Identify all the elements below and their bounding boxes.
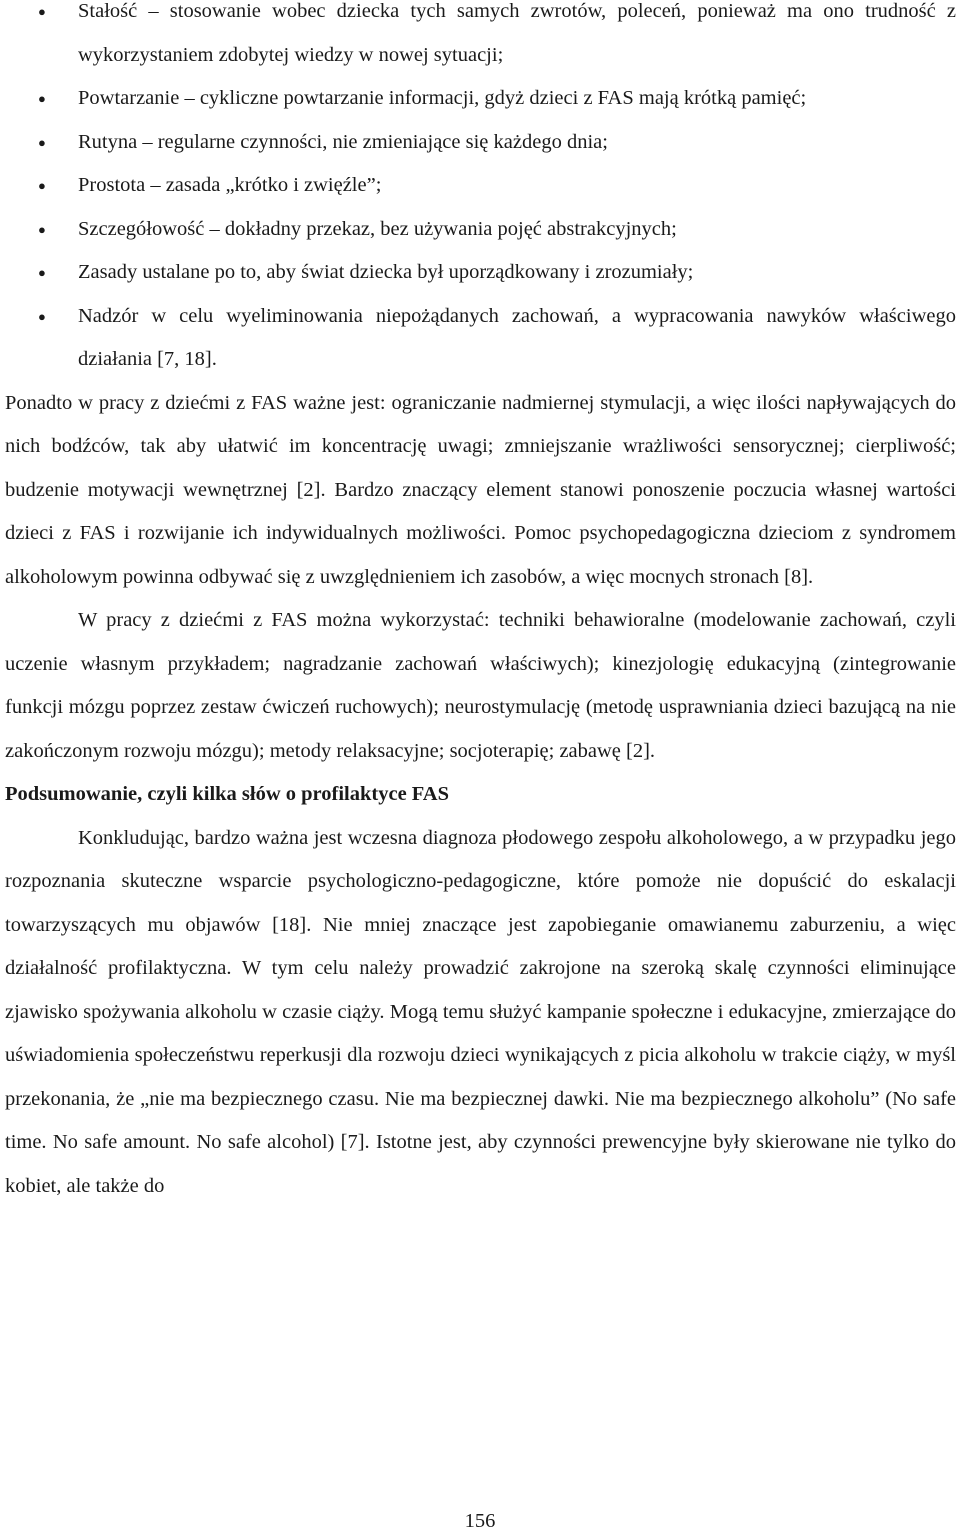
- list-item: ● Powtarzanie – cykliczne powtarzanie informacji, gdyż dzieci z FAS mają krótką pamięć;: [5, 77, 956, 121]
- paragraph-summary: Konkludując, bardzo ważna jest wczesna diagnoza płodowego zespołu alkoholowego, a w przypadku jego rozpoznania skuteczne wsparcie psychologiczno-pedagogiczne, które pomoże nie dopuścić do eskalacji towarzyszących mu objawów [18]. Nie mniej znaczące jest zapobieganie omawianemu zaburzeniu, a więc działalność profilaktyczna. W tym celu należy prowadzić zakrojone na szeroką skalę czynności eliminujące zjawisko spożywania alkoholu w czasie ciąży. Mogą temu służyć kampanie społeczne i edukacyjne, zmierzające do uświadomienia społeczeństwu reperkusji dla rozwoju dzieci wynikających z picia alkoholu w trakcie ciąży, w myśl przekonania, że „nie ma bezpiecznego czasu. Nie ma bezpiecznej dawki. Nie ma bezpiecznego alkoholu” (No safe time. No safe amount. No safe alcohol) [7]. Istotne jest, aby czynności prewencyjne były skierowane nie tylko do kobiet, ale także do: [5, 826, 956, 1197]
- list-item: ● Prostota – zasada „krótko i zwięźle”;: [5, 164, 956, 208]
- document-page: [5, 0, 956, 1208]
- list-item: ● Zasady ustalane po to, aby świat dziecka był uporządkowany i zrozumiały;: [5, 251, 956, 295]
- bullet-icon: ●: [38, 308, 46, 324]
- section-heading: Podsumowanie, czyli kilka słów o profilaktyce FAS: [5, 783, 449, 805]
- list-item: ● Rutyna – regularne czynności, nie zmieniające się każdego dnia;: [5, 121, 956, 165]
- bullet-icon: ●: [38, 178, 46, 193]
- bullet-icon: ●: [38, 221, 46, 237]
- bullet-icon: ●: [38, 4, 46, 19]
- paragraph-techniques: W pracy z dziećmi z FAS można wykorzystać: techniki behawioralne (modelowanie zachowań, czyli uczenie własnym przykładem; nagradzanie zachowań właściwych); kinezjologię edukacyjną (zintegrowanie funkcji mózgu poprzez zestaw ćwiczeń ruchowych); neurostymulację (metodę usprawniania dzieci bazującą na nie zakończonym rozwoju mózgu); metody relaksacyjne; socjoterapię; zabawę [2].: [5, 609, 956, 762]
- guidelines-list: [5, 0, 956, 382]
- bullet-icon: ●: [38, 91, 46, 106]
- bullet-icon: ●: [38, 265, 46, 280]
- paragraph-stimulation: Ponadto w pracy z dziećmi z FAS ważne jest: ograniczanie nadmiernej stymulacji, a więc ilości napływających do nich bodźców, tak aby ułatwić im koncentrację uwagi; zmniejszanie wrażliwości sensorycznej; cierpliwość; budzenie motywacji wewnętrznej [2]. Bardzo znaczący element stanowi ponoszenie poczucia własnej wartości dzieci z FAS i rozwijanie ich indywidualnych możliwości. Pomoc psychopedagogiczna dzieciom z syndromem alkoholowym powinna odbywać się z uwzględnieniem ich zasobów, a więc mocnych stronach [8].: [5, 391, 956, 588]
- page-number: 156: [464, 1510, 496, 1532]
- list-item: ● Szczegółowość – dokładny przekaz, bez używania pojęć abstrakcyjnych;: [5, 208, 956, 252]
- list-item: ● Nadzór w celu wyeliminowania niepożądanych zachowań, a wypracowania nawyków właściwego działania [7, 18].: [5, 295, 956, 382]
- bullet-icon: ●: [38, 134, 46, 150]
- list-item: ● Stałość – stosowanie wobec dziecka tych samych zwrotów, poleceń, ponieważ ma ono trudność z wykorzystaniem zdobytej wiedzy w nowej sytuacji;: [5, 0, 956, 77]
